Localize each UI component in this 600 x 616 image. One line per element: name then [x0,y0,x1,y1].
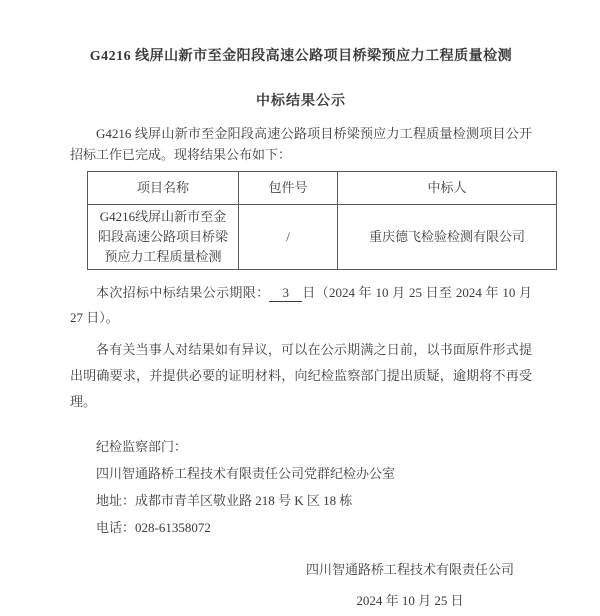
contact-phone: 电话：028-61358072 [96,520,211,535]
objection-paragraph: 各有关当事人对结果如有异议，可以在公示期满之日前，以书面原件形式提出明确要求，并提供必要的证明材料，向纪检监察部门提出质疑，逾期将不再受理。 [70,342,532,409]
notice-period-days: 3 [269,285,302,302]
cell-winner: 重庆德飞检验检测有限公司 [338,205,557,270]
signature-company: 四川智通路桥工程技术有限责任公司 [305,562,514,577]
table-header-row [88,172,557,205]
column-header-winner: 中标人 [338,172,557,205]
discipline-department-name: 四川智通路桥工程技术有限责任公司党群纪检办公室 [96,466,396,481]
signature-date: 2024 年 10 月 25 日 [356,593,464,608]
contact-block [70,433,532,541]
table-row [88,205,557,270]
contact-address: 地址：成都市青羊区敬业路 218 号 K 区 18 栋 [96,493,353,508]
column-header-package-no: 包件号 [239,172,338,205]
document-subtitle: 中标结果公示 [256,94,346,109]
discipline-department-label: 纪检监察部门： [96,439,188,454]
intro-paragraph: G4216 线屏山新市至金阳段高速公路项目桥梁预应力工程质量检测项目公开招标工作已完成。现将结果公布如下： [70,126,532,162]
cell-package-no: / [239,205,338,270]
column-header-project-name: 项目名称 [88,172,239,205]
notice-period-suffix: 日（2024 年 10 月 25 日至 2024 年 10 月 27 日）。 [70,285,532,325]
signature-block [306,554,514,616]
bid-result-table [87,171,557,270]
notice-period-prefix: 本次招标中标结果公示期限： [96,285,270,300]
cell-project-name: G4216线屏山新市至金阳段高速公路项目桥梁预应力工程质量检测 [88,205,239,270]
notice-period-paragraph [70,280,532,330]
document-title: G4216 线屏山新市至金阳段高速公路项目桥梁预应力工程质量检测 [89,49,513,64]
